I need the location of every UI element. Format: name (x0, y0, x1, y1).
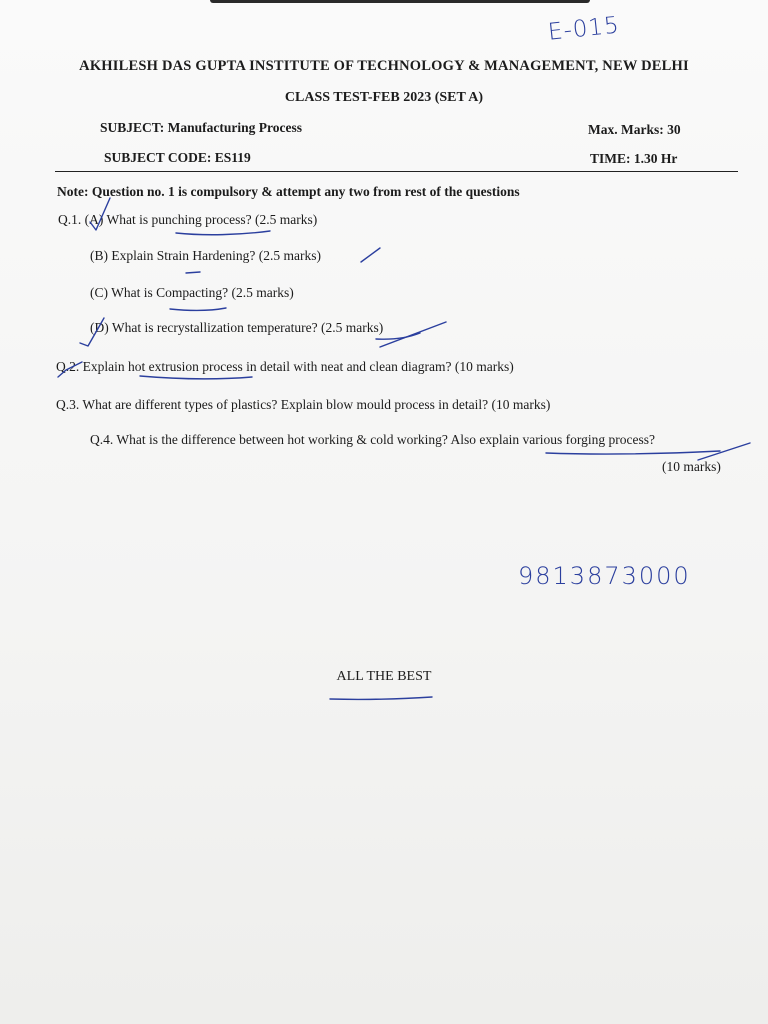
question-1c: (C) What is Compacting? (2.5 marks) (90, 285, 294, 300)
underline-forging (546, 451, 720, 454)
tick-mark-q4 (698, 443, 750, 460)
test-title: CLASS TEST-FEB 2023 (SET A) (284, 90, 484, 105)
subject-label: SUBJECT: (100, 120, 165, 135)
tick-mark-q1b (361, 248, 380, 262)
question-3: Q.3. What are different types of plastics? Explain blow mould process in detail? (10 marks) (56, 397, 551, 412)
underline-punching (176, 231, 270, 235)
handwritten-phone: 9813873000 (518, 562, 691, 590)
subject-code-line (104, 150, 251, 166)
underline-hot-extrusion (140, 376, 252, 379)
page-top-edge (210, 0, 590, 3)
question-1d: (D) What is recrystallization temperature? (2.5 marks) (90, 320, 384, 335)
question-4-marks: (10 marks) (662, 459, 721, 474)
institute-name: AKHILESH DAS GUPTA INSTITUTE OF TECHNOLOGY & MANAGEMENT, NEW DELHI (79, 58, 689, 74)
underline-compacting (170, 308, 226, 310)
subject-code-value: ES119 (214, 150, 251, 165)
question-2: Q.2. Explain hot extrusion process in detail with neat and clean diagram? (10 marks) (56, 359, 514, 374)
time-allowed: TIME: 1.30 Hr (590, 151, 678, 166)
tick-mark-q1d-right (380, 322, 446, 347)
underline-strain (186, 272, 200, 273)
subject-line (100, 120, 302, 136)
max-marks: Max. Marks: 30 (588, 122, 681, 137)
question-1b: (B) Explain Strain Hardening? (2.5 marks) (90, 248, 321, 263)
question-4: Q.4. What is the difference between hot working & cold working? Also explain various forging process? (90, 432, 655, 447)
closing-message: ALL THE BEST (336, 669, 432, 684)
instructions-note: Note: Question no. 1 is compulsory & attempt any two from rest of the questions (57, 184, 520, 199)
subject-code-label: SUBJECT CODE: (104, 150, 212, 165)
subject-value: Manufacturing Process (167, 120, 303, 135)
handwritten-code: E-015 (546, 12, 621, 46)
underline-all-the-best (330, 697, 432, 699)
question-1a: Q.1. (A) What is punching process? (2.5 marks) (58, 212, 318, 227)
header-divider (55, 171, 738, 172)
